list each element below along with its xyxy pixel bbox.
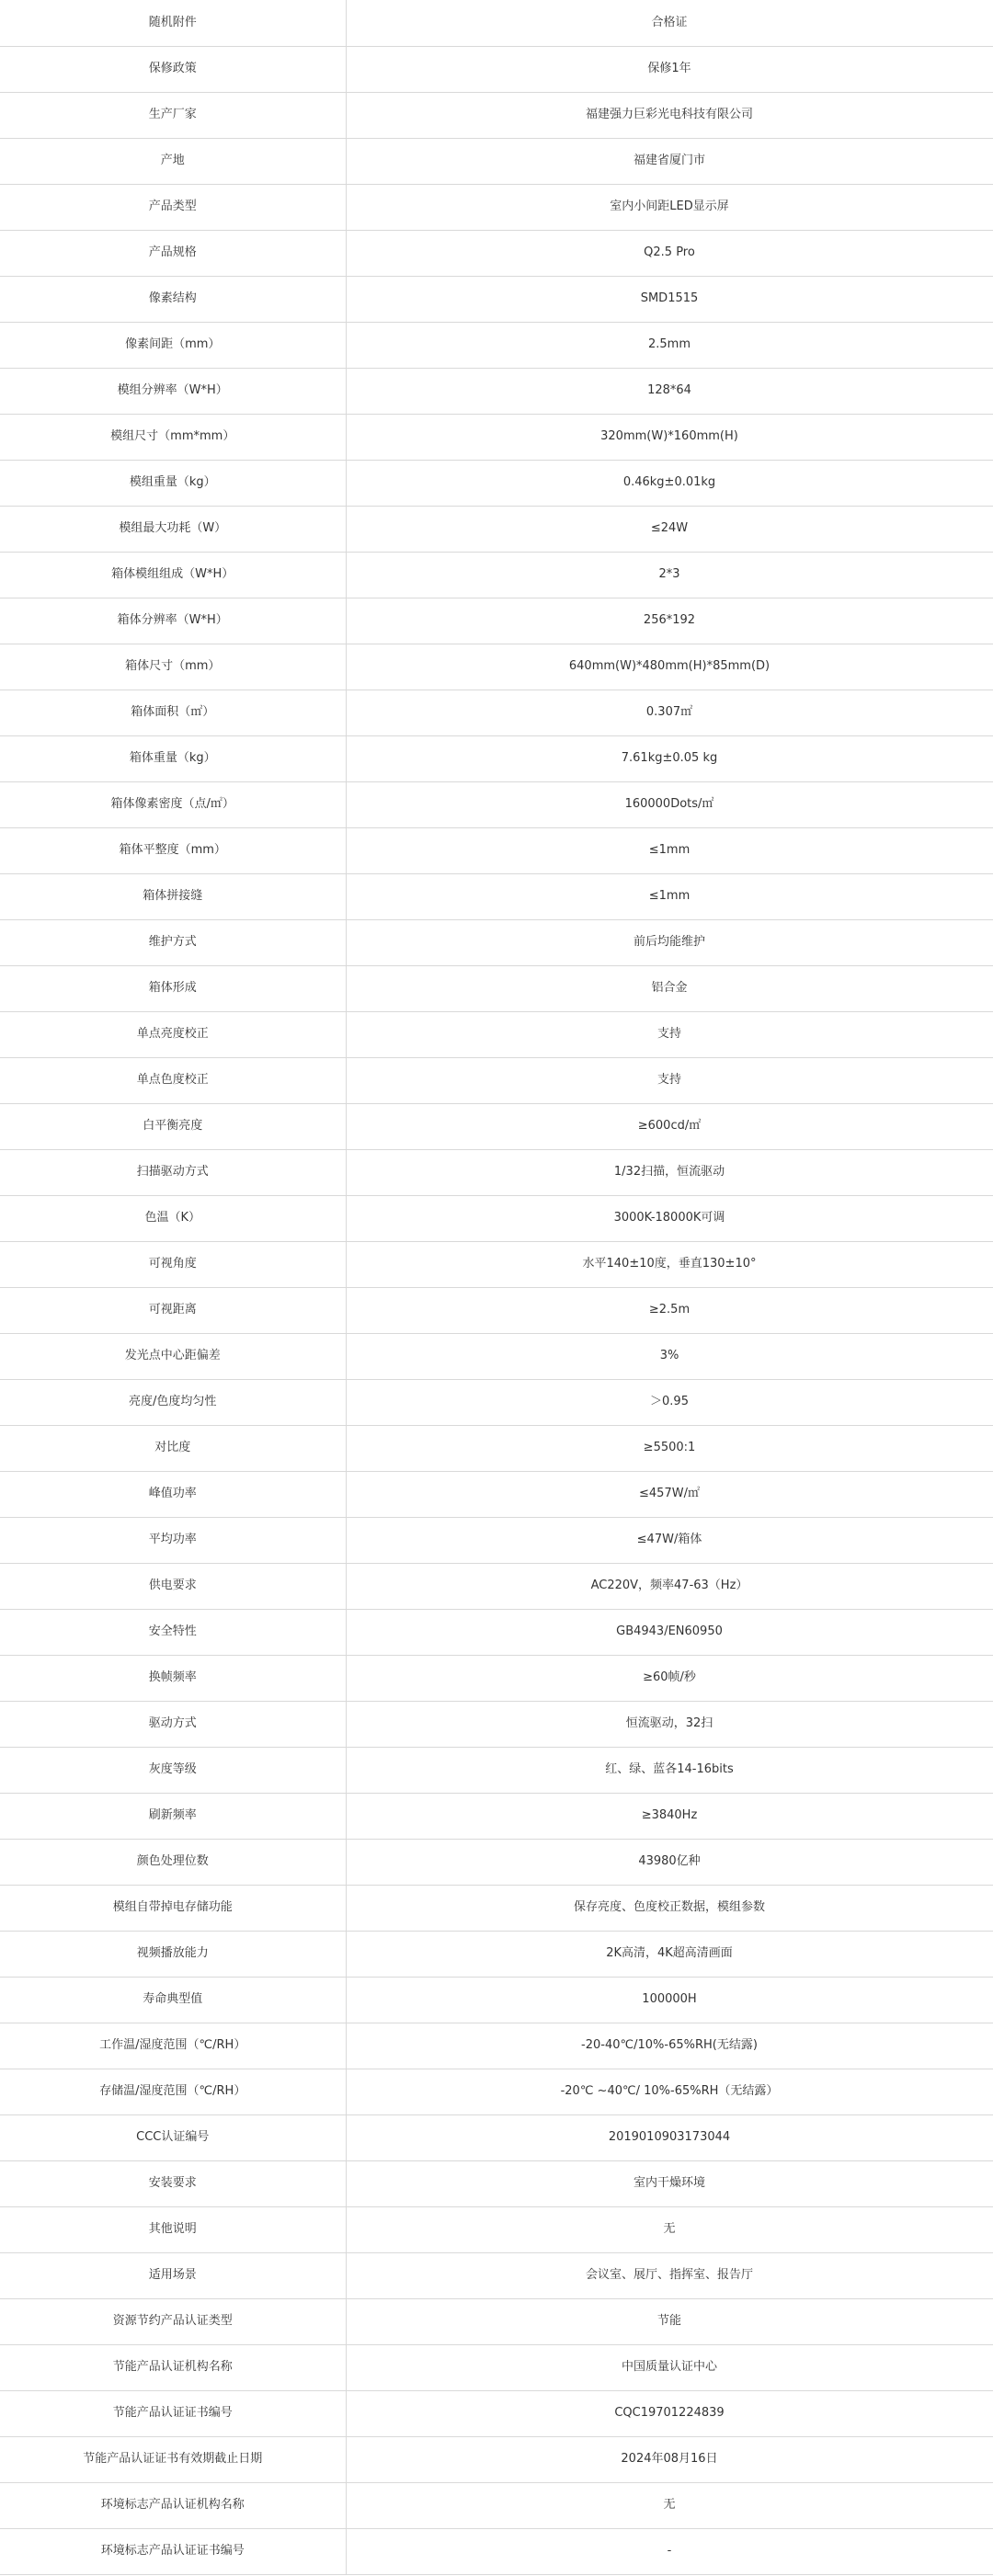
spec-label: 节能产品认证证书编号 <box>0 2390 346 2436</box>
table-row <box>0 965 993 1011</box>
table-row <box>0 1103 993 1149</box>
table-row <box>0 1701 993 1747</box>
table-row <box>0 1057 993 1103</box>
spec-value: 160000Dots/㎡ <box>346 781 993 827</box>
table-row <box>0 2482 993 2528</box>
spec-label: 白平衡亮度 <box>0 1103 346 1149</box>
table-row <box>0 1517 993 1563</box>
spec-label: 箱体形成 <box>0 965 346 1011</box>
spec-label: 峰值功率 <box>0 1471 346 1517</box>
table-row <box>0 1655 993 1701</box>
table-row <box>0 1379 993 1425</box>
table-row <box>0 1839 993 1885</box>
table-row <box>0 2298 993 2344</box>
spec-label: 单点色度校正 <box>0 1057 346 1103</box>
table-row <box>0 322 993 368</box>
spec-value: 2*3 <box>346 552 993 598</box>
spec-label: 箱体像素密度（点/㎡） <box>0 781 346 827</box>
spec-label: 单点亮度校正 <box>0 1011 346 1057</box>
spec-value: SMD1515 <box>346 276 993 322</box>
spec-value: 2019010903173044 <box>346 2114 993 2160</box>
spec-value: ≤47W/箱体 <box>346 1517 993 1563</box>
spec-value: 支持 <box>346 1011 993 1057</box>
table-row <box>0 2390 993 2436</box>
spec-value: 铝合金 <box>346 965 993 1011</box>
table-row <box>0 1931 993 1977</box>
spec-label: 模组自带掉电存储功能 <box>0 1885 346 1931</box>
spec-label: 安全特性 <box>0 1609 346 1655</box>
spec-value: 43980亿种 <box>346 1839 993 1885</box>
spec-value: 无 <box>346 2206 993 2252</box>
spec-label: 模组尺寸（mm*mm） <box>0 414 346 460</box>
spec-value: 前后均能维护 <box>346 919 993 965</box>
table-row <box>0 1471 993 1517</box>
spec-value: 3000K-18000K可调 <box>346 1195 993 1241</box>
spec-label: 箱体分辨率（W*H） <box>0 598 346 644</box>
spec-value: 1/32扫描，恒流驱动 <box>346 1149 993 1195</box>
table-row <box>0 1011 993 1057</box>
spec-label: 模组分辨率（W*H） <box>0 368 346 414</box>
spec-value: ≤24W <box>346 506 993 552</box>
spec-value: 会议室、展厅、指挥室、报告厅 <box>346 2252 993 2298</box>
spec-value: -20℃ ~40℃/ 10%-65%RH（无结露） <box>346 2069 993 2114</box>
spec-label: 箱体重量（kg） <box>0 735 346 781</box>
table-row <box>0 873 993 919</box>
spec-value: ≥5500:1 <box>346 1425 993 1471</box>
spec-label: 扫描驱动方式 <box>0 1149 346 1195</box>
spec-label: 亮度/色度均匀性 <box>0 1379 346 1425</box>
table-row <box>0 644 993 690</box>
spec-value: ≥3840Hz <box>346 1793 993 1839</box>
spec-value: 128*64 <box>346 368 993 414</box>
spec-label: CCC认证编号 <box>0 2114 346 2160</box>
spec-value: ≤457W/㎡ <box>346 1471 993 1517</box>
table-row <box>0 460 993 506</box>
spec-label: 生产厂家 <box>0 92 346 138</box>
table-row <box>0 827 993 873</box>
spec-value: ≥2.5m <box>346 1287 993 1333</box>
table-row <box>0 276 993 322</box>
table-row <box>0 46 993 92</box>
spec-label: 环境标志产品认证证书编号 <box>0 2528 346 2574</box>
spec-value: ＞0.95 <box>346 1379 993 1425</box>
table-row <box>0 2528 993 2574</box>
spec-value: 2.5mm <box>346 322 993 368</box>
spec-label: 箱体拼接缝 <box>0 873 346 919</box>
spec-label: 产品规格 <box>0 230 346 276</box>
spec-value: 0.46kg±0.01kg <box>346 460 993 506</box>
spec-value: 水平140±10度，垂直130±10° <box>346 1241 993 1287</box>
table-row <box>0 1563 993 1609</box>
spec-label: 箱体面积（㎡） <box>0 690 346 735</box>
spec-label: 产品类型 <box>0 184 346 230</box>
spec-value: -20-40℃/10%-65%RH(无结露) <box>346 2023 993 2069</box>
table-row <box>0 1747 993 1793</box>
spec-label: 箱体模组组成（W*H） <box>0 552 346 598</box>
spec-value: 节能 <box>346 2298 993 2344</box>
spec-label: 其他说明 <box>0 2206 346 2252</box>
spec-label: 节能产品认证证书有效期截止日期 <box>0 2436 346 2482</box>
table-row <box>0 598 993 644</box>
table-row <box>0 690 993 735</box>
table-row <box>0 735 993 781</box>
table-row <box>0 368 993 414</box>
table-row <box>0 184 993 230</box>
table-row <box>0 414 993 460</box>
spec-label: 资源节约产品认证类型 <box>0 2298 346 2344</box>
spec-value: 室内小间距LED显示屏 <box>346 184 993 230</box>
spec-label: 可视角度 <box>0 1241 346 1287</box>
spec-label: 颜色处理位数 <box>0 1839 346 1885</box>
spec-value: ≤1mm <box>346 827 993 873</box>
table-row <box>0 1425 993 1471</box>
spec-label: 像素间距（mm） <box>0 322 346 368</box>
spec-label: 箱体平整度（mm） <box>0 827 346 873</box>
table-row <box>0 1149 993 1195</box>
table-row <box>0 552 993 598</box>
spec-label: 节能产品认证机构名称 <box>0 2344 346 2390</box>
table-row <box>0 1609 993 1655</box>
spec-label: 灰度等级 <box>0 1747 346 1793</box>
spec-label: 维护方式 <box>0 919 346 965</box>
spec-value: 2K高清，4K超高清画面 <box>346 1931 993 1977</box>
spec-label: 像素结构 <box>0 276 346 322</box>
table-row <box>0 2252 993 2298</box>
spec-value: GB4943/EN60950 <box>346 1609 993 1655</box>
table-row <box>0 1793 993 1839</box>
spec-label: 环境标志产品认证机构名称 <box>0 2482 346 2528</box>
spec-value: 室内干燥环境 <box>346 2160 993 2206</box>
spec-label: 刷新频率 <box>0 1793 346 1839</box>
spec-label: 存储温/湿度范围（℃/RH） <box>0 2069 346 2114</box>
spec-value: 无 <box>346 2482 993 2528</box>
spec-label: 可视距离 <box>0 1287 346 1333</box>
spec-value: - <box>346 2528 993 2574</box>
spec-value: 640mm(W)*480mm(H)*85mm(D) <box>346 644 993 690</box>
spec-value: 中国质量认证中心 <box>346 2344 993 2390</box>
spec-label: 换帧频率 <box>0 1655 346 1701</box>
table-row <box>0 506 993 552</box>
table-row <box>0 781 993 827</box>
spec-value: 合格证 <box>346 0 993 46</box>
spec-value: 0.307㎡ <box>346 690 993 735</box>
spec-label: 对比度 <box>0 1425 346 1471</box>
spec-value: AC220V，频率47-63（Hz） <box>346 1563 993 1609</box>
spec-value: ≥600cd/㎡ <box>346 1103 993 1149</box>
table-row <box>0 230 993 276</box>
table-row <box>0 2206 993 2252</box>
table-row <box>0 1287 993 1333</box>
spec-label: 模组重量（kg） <box>0 460 346 506</box>
spec-value: 保修1年 <box>346 46 993 92</box>
spec-value: 支持 <box>346 1057 993 1103</box>
spec-label: 适用场景 <box>0 2252 346 2298</box>
table-row <box>0 1195 993 1241</box>
table-row <box>0 1241 993 1287</box>
spec-label: 发光点中心距偏差 <box>0 1333 346 1379</box>
spec-value: 福建强力巨彩光电科技有限公司 <box>346 92 993 138</box>
table-row <box>0 2160 993 2206</box>
spec-value: 红、绿、蓝各14-16bits <box>346 1747 993 1793</box>
spec-label: 供电要求 <box>0 1563 346 1609</box>
spec-value: ≥60帧/秒 <box>346 1655 993 1701</box>
spec-value: 保存亮度、色度校正数据，模组参数 <box>346 1885 993 1931</box>
spec-label: 产地 <box>0 138 346 184</box>
table-row <box>0 138 993 184</box>
spec-label: 工作温/湿度范围（℃/RH） <box>0 2023 346 2069</box>
spec-label: 模组最大功耗（W） <box>0 506 346 552</box>
spec-value: 320mm(W)*160mm(H) <box>346 414 993 460</box>
spec-value: ≤1mm <box>346 873 993 919</box>
spec-value: 100000H <box>346 1977 993 2023</box>
spec-value: 2024年08月16日 <box>346 2436 993 2482</box>
spec-value: 恒流驱动，32扫 <box>346 1701 993 1747</box>
table-row <box>0 0 993 46</box>
spec-label: 色温（K） <box>0 1195 346 1241</box>
table-row <box>0 92 993 138</box>
table-row <box>0 919 993 965</box>
table-row <box>0 2344 993 2390</box>
spec-label: 平均功率 <box>0 1517 346 1563</box>
spec-label: 随机附件 <box>0 0 346 46</box>
spec-value: 福建省厦门市 <box>346 138 993 184</box>
table-row <box>0 1977 993 2023</box>
spec-label: 箱体尺寸（mm） <box>0 644 346 690</box>
table-row <box>0 2069 993 2114</box>
table-row <box>0 1333 993 1379</box>
spec-label: 视频播放能力 <box>0 1931 346 1977</box>
spec-value: Q2.5 Pro <box>346 230 993 276</box>
table-row <box>0 2436 993 2482</box>
table-row <box>0 1885 993 1931</box>
table-row <box>0 2114 993 2160</box>
spec-label: 驱动方式 <box>0 1701 346 1747</box>
spec-value: 256*192 <box>346 598 993 644</box>
spec-label: 寿命典型值 <box>0 1977 346 2023</box>
table-row <box>0 2023 993 2069</box>
spec-value: 7.61kg±0.05 kg <box>346 735 993 781</box>
spec-value: 3% <box>346 1333 993 1379</box>
spec-label: 保修政策 <box>0 46 346 92</box>
spec-value: CQC19701224839 <box>346 2390 993 2436</box>
spec-label: 安装要求 <box>0 2160 346 2206</box>
